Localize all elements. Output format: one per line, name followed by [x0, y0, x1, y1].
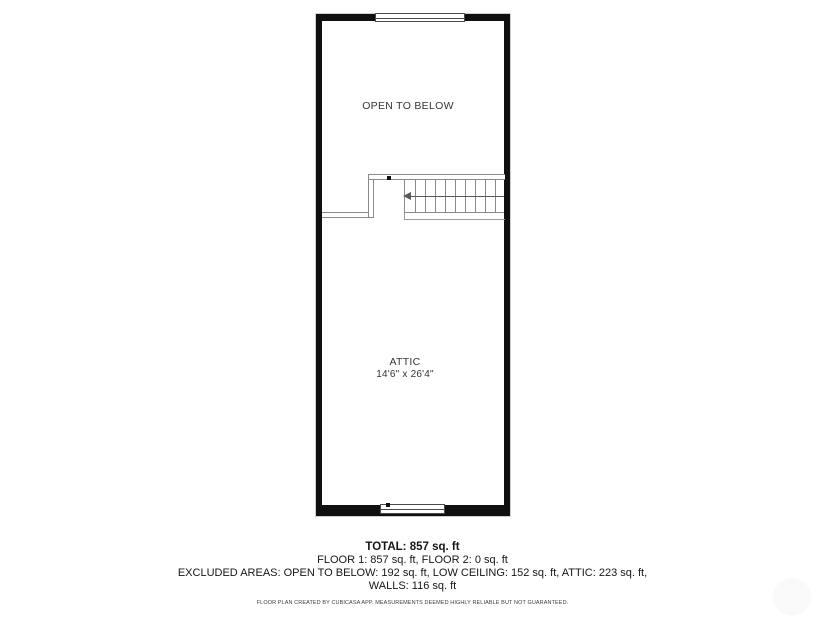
- interior-wall-stair-vertical: [368, 174, 374, 218]
- summary-walls: WALLS: 116 sq. ft: [368, 580, 457, 592]
- room-label-open-to-below: OPEN TO BELOW: [362, 100, 454, 112]
- interior-wall-left-ledge: [322, 212, 374, 218]
- summary-excluded-areas: EXCLUDED AREAS: OPEN TO BELOW: 192 sq. ft, LOW CEILING: 152 sq. ft, ATTIC: 223 sq. ft,: [177, 567, 648, 579]
- summary-floors: FLOOR 1: 857 sq. ft, FLOOR 2: 0 sq. ft: [317, 554, 508, 566]
- window-pane-line: [376, 18, 464, 19]
- room-label-attic: ATTIC: [389, 356, 421, 368]
- summary-disclaimer: FLOOR PLAN CREATED BY CUBICASA APP. MEASUREMENTS DEEMED HIGHLY RELIABLE BUT NOT GUARANTEED.: [256, 600, 569, 606]
- window-pane-line: [381, 509, 444, 510]
- watermark-circle: [773, 578, 811, 616]
- staircase-bottom-edge: [404, 213, 505, 220]
- window-top-wall: [375, 13, 465, 22]
- wall-marker-dot: [387, 176, 391, 180]
- summary-total: TOTAL: 857 sq. ft: [365, 541, 460, 553]
- staircase-walk-line: [410, 196, 504, 197]
- room-dimensions-attic: 14'6" x 26'4": [376, 369, 434, 380]
- exterior-walls: [316, 14, 510, 516]
- wall-marker-dot: [386, 503, 390, 507]
- staircase-direction-arrow-icon: [403, 192, 411, 200]
